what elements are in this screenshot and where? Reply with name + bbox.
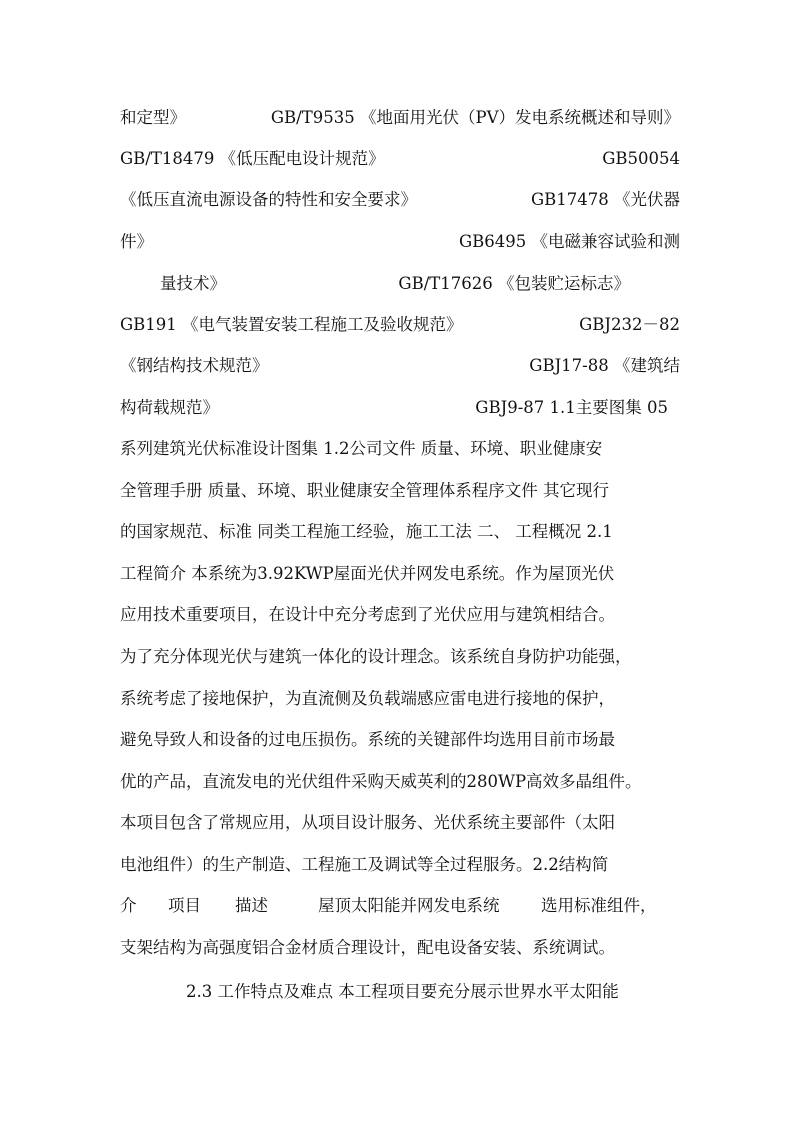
text-segment: 《钢结构技术规范》: [120, 356, 269, 375]
text-line: [120, 850, 680, 880]
text-segment: 优的产品，直流发电的光伏组件采购天威英利的280WP高效多晶组件。: [120, 772, 642, 791]
text-segment: GBJ17-88 《建筑结: [529, 356, 680, 375]
text-line: [120, 103, 680, 133]
text-segment: 件》: [120, 232, 153, 251]
text-line: [186, 977, 680, 1007]
text-segment: 系统考虑了接地保护，为直流侧及负载端感应雷电进行接地的保护，: [120, 689, 615, 708]
text-line: [120, 559, 680, 589]
text-line: [120, 351, 680, 381]
text-segment: GB/T9535 《地面用光伏（PV）发电系统概述和导则》: [270, 108, 680, 127]
text-line: [120, 144, 680, 174]
text-segment: GB50054: [602, 149, 680, 168]
text-segment: 系列建筑光伏标准设计图集 1.2公司文件 质量、环境、职业健康安: [120, 439, 603, 458]
text-line: [120, 434, 680, 464]
text-segment: 和定型》: [120, 108, 186, 127]
text-segment: 量技术》: [160, 274, 226, 293]
text-line: [120, 933, 680, 963]
text-segment: 项目: [168, 896, 201, 915]
text-line: [120, 185, 680, 215]
text-line: [120, 808, 680, 838]
text-line: [120, 600, 680, 630]
text-segment: 构荷载规范》: [120, 398, 219, 417]
text-line: [120, 725, 680, 755]
text-line: [120, 310, 680, 340]
text-line-inner: [160, 269, 630, 299]
text-line: [120, 227, 680, 257]
text-line: [120, 684, 680, 714]
text-line: [120, 517, 680, 547]
text-segment: GB/T18479 《低压配电设计规范》: [120, 149, 385, 168]
text-segment: 屋顶太阳能并网发电系统: [318, 896, 500, 915]
text-line: [120, 642, 680, 672]
text-segment: 为了充分体现光伏与建筑一体化的设计理念。该系统自身防护功能强，: [120, 647, 632, 666]
text-segment: 《低压直流电源设备的特性和安全要求》: [120, 190, 417, 209]
text-segment: GBJ232－82: [579, 315, 680, 334]
text-line: [120, 891, 680, 921]
text-segment: 避免导致人和设备的过电压损伤。系统的关键部件均选用目前市场最: [120, 730, 615, 749]
text-segment: 应用技术重要项目，在设计中充分考虑到了光伏应用与建筑相结合。: [120, 605, 615, 624]
text-segment: 支架结构为高强度铝合金材质合理设计，配电设备安装、系统调试。: [120, 938, 615, 957]
text-line: [120, 767, 680, 797]
text-segment: GB17478 《光伏器: [530, 190, 680, 209]
text-segment: 描述: [235, 896, 268, 915]
text-segment: 电池组件）的生产制造、工程施工及调试等全过程服务。2.2结构简: [120, 855, 609, 874]
text-segment: 本项目包含了常规应用，从项目设计服务、光伏系统主要部件（太阳: [120, 813, 615, 832]
text-line: [120, 476, 680, 506]
text-line: [160, 269, 630, 299]
text-segment: GBJ9-87 1.1主要图集 05: [475, 398, 668, 417]
text-segment: GB/T17626 《包装贮运标志》: [398, 274, 630, 293]
text-segment: 2.3 工作特点及难点 本工程项目要充分展示世界水平太阳能: [186, 982, 619, 1001]
text-segment: 全管理手册 质量、环境、职业健康安全管理体系程序文件 其它现行: [120, 481, 609, 500]
text-segment: 的国家规范、标准 同类工程施工经验，施工工法 二、 工程概况 2.1: [120, 522, 613, 541]
text-line: [120, 393, 668, 423]
text-segment: GB191 《电气装置安装工程施工及验收规范》: [120, 315, 463, 334]
text-segment: 选用标准组件，: [541, 896, 657, 915]
text-segment: 介: [120, 896, 137, 915]
text-segment: 工程简介 本系统为3.92KWP屋面光伏并网发电系统。作为屋顶光伏: [120, 564, 615, 583]
text-segment: GB6495 《电磁兼容试验和测: [458, 232, 680, 251]
